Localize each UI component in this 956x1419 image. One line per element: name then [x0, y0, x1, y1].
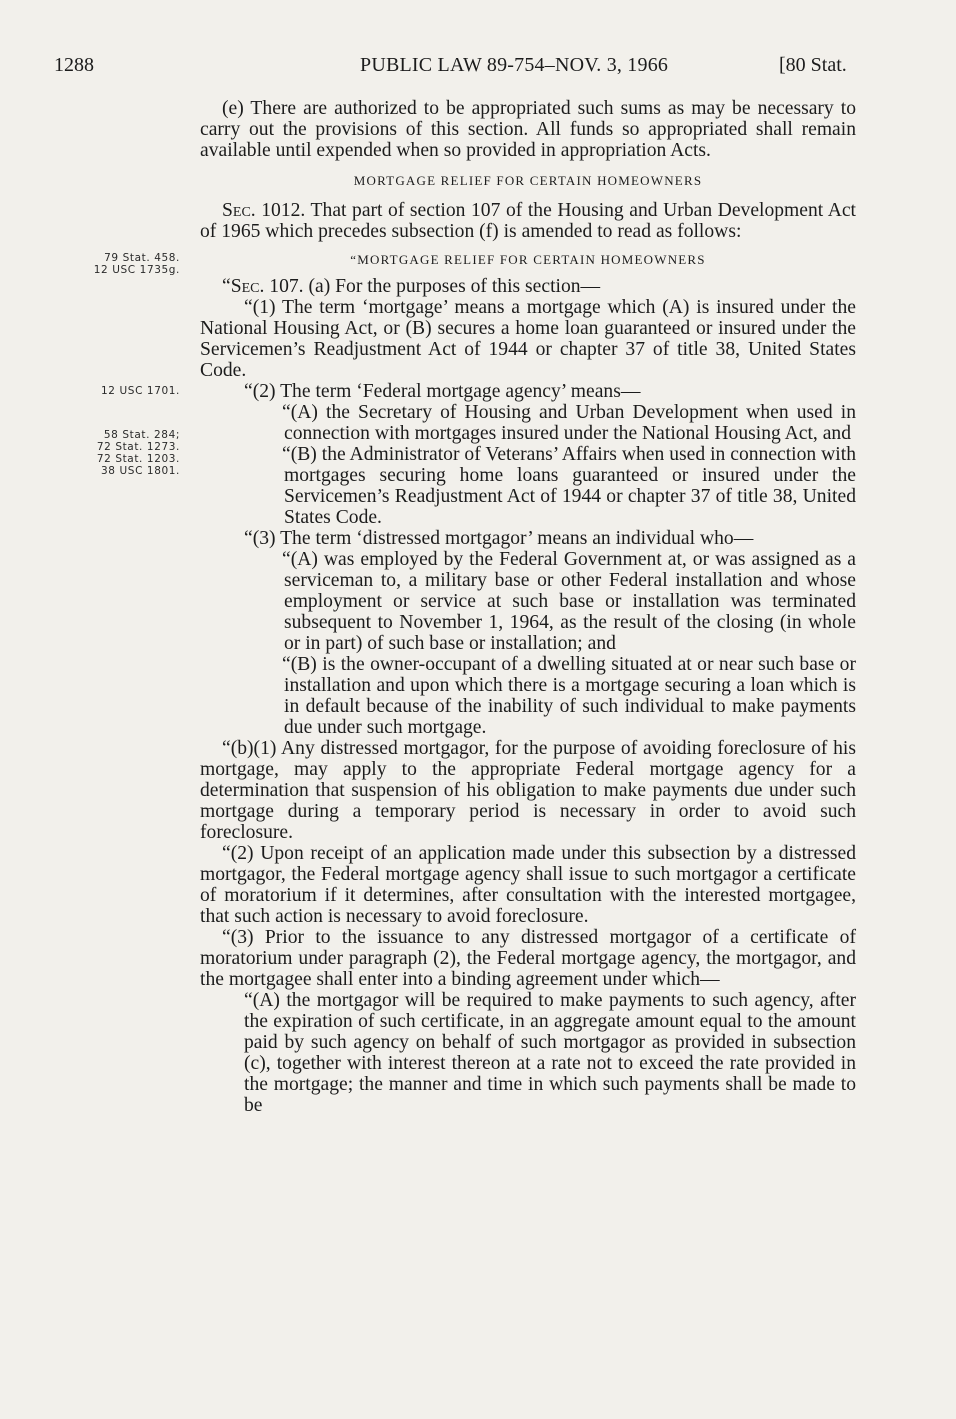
margin-note-usc1701: 12 USC 1701. [101, 385, 180, 397]
paragraph-b3: “(3) Prior to the issuance to any distressed mortgagor of a certificate of moratorium under paragraph (2), the Federal mortgage agency, the mortgagor, and the mortgagee shall enter into a binding agreement under which— [200, 927, 856, 990]
paragraph-a2: “(2) The term ‘Federal mortgage agency’ means— [244, 381, 641, 402]
page-number: 1288 [54, 54, 94, 76]
paragraph-b2: “(2) Upon receipt of an application made under this subsection by a distressed mortgagor, the Federal mortgage agency shall issue to such mortgagor a certificate of moratorium if it determines, after consultation with the interested mortgagee, that such action is necessary to avoid foreclosure. [200, 843, 856, 927]
paragraph-a3-B: “(B) is the owner-occupant of a dwelling situated at or near such base or installation and upon which there is a mortgage securing a loan which is in default because of the inability of such individual to make payments due under such mortgage. [282, 654, 856, 738]
paragraph-b3-A: “(A) the mortgagor will be required to make payments to such agency, after the expiration of such certificate, in an aggregate amount equal to the amount paid by such agency on behalf of such mortgagor as provided in subsection (c), together with interest thereon at a rate not to exceed the rate provided in the mortgage; the manner and time in which such payments shall be made to be [244, 990, 856, 1116]
section-107 [200, 276, 856, 297]
paragraph-a2-B: “(B) the Administrator of Veterans’ Affairs when used in connection with mortgages securing home loans guaranteed or insured under the Servicemen’s Readjustment Act of 1944 or chapter 37 of title 38, United States Code. [282, 444, 856, 528]
paragraph-b1: “(b)(1) Any distressed mortgagor, for the purpose of avoiding foreclosure of his mortgage, may apply to the appropriate Federal mortgage agency for a determination that suspension of his obligation to make payments due under such mortgage during a temporary period is necessary in order to avoid such foreclosure. [200, 738, 856, 843]
paragraph-a1: “(1) The term ‘mortgage’ means a mortgage which (A) is insured under the National Housing Act, or (B) secures a home loan guaranteed or insured under the Servicemen’s Readjustment Act of 1944 or chapter 37 of title 38, United States Code. [200, 297, 856, 381]
section-label: “Sec. 107. [222, 276, 304, 297]
page-header [0, 54, 956, 84]
margin-note-stat-refs: 58 Stat. 284; 72 Stat. 1273. 72 Stat. 1203. 38 USC 1801. [96, 429, 180, 477]
paragraph-e: (e) There are authorized to be appropriated such sums as may be necessary to carry out the provisions of this section. All funds so appropriated shall remain available until expended when so provided in appropriation Acts. [200, 98, 856, 161]
margin-note-sec1012: 79 Stat. 458. 12 USC 1735g. [93, 252, 180, 276]
section-heading: MORTGAGE RELIEF FOR CERTAIN HOMEOWNERS [353, 173, 703, 188]
section-text: That part of section 107 of the Housing and Urban Development Act of 1965 which precedes subsection (f) is amended to read as follows: [200, 200, 856, 242]
section-1012 [200, 200, 856, 242]
volume-reference: [80 Stat. [779, 54, 847, 76]
section-text: (a) For the purposes of this section— [303, 276, 601, 297]
section-label: Sec. 1012. [222, 200, 306, 221]
running-title: PUBLIC LAW 89-754–NOV. 3, 1966 [360, 54, 669, 76]
quoted-heading: “MORTGAGE RELIEF FOR CERTAIN HOMEOWNERS [350, 252, 706, 267]
paragraph-a3-A: “(A) was employed by the Federal Government at, or was assigned as a serviceman to, a military base or other Federal installation and whose employment or service at such base or installation was terminated subsequent to November 1, 1964, as the result of the closing (in whole or in part) of such base or installation; and [282, 549, 856, 654]
body-text [200, 98, 856, 1116]
paragraph-a2-A: “(A) the Secretary of Housing and Urban Development when used in connection with mortgages insured under the National Housing Act, and [282, 402, 856, 444]
paragraph-a3: “(3) The term ‘distressed mortgagor’ means an individual who— [244, 528, 754, 549]
